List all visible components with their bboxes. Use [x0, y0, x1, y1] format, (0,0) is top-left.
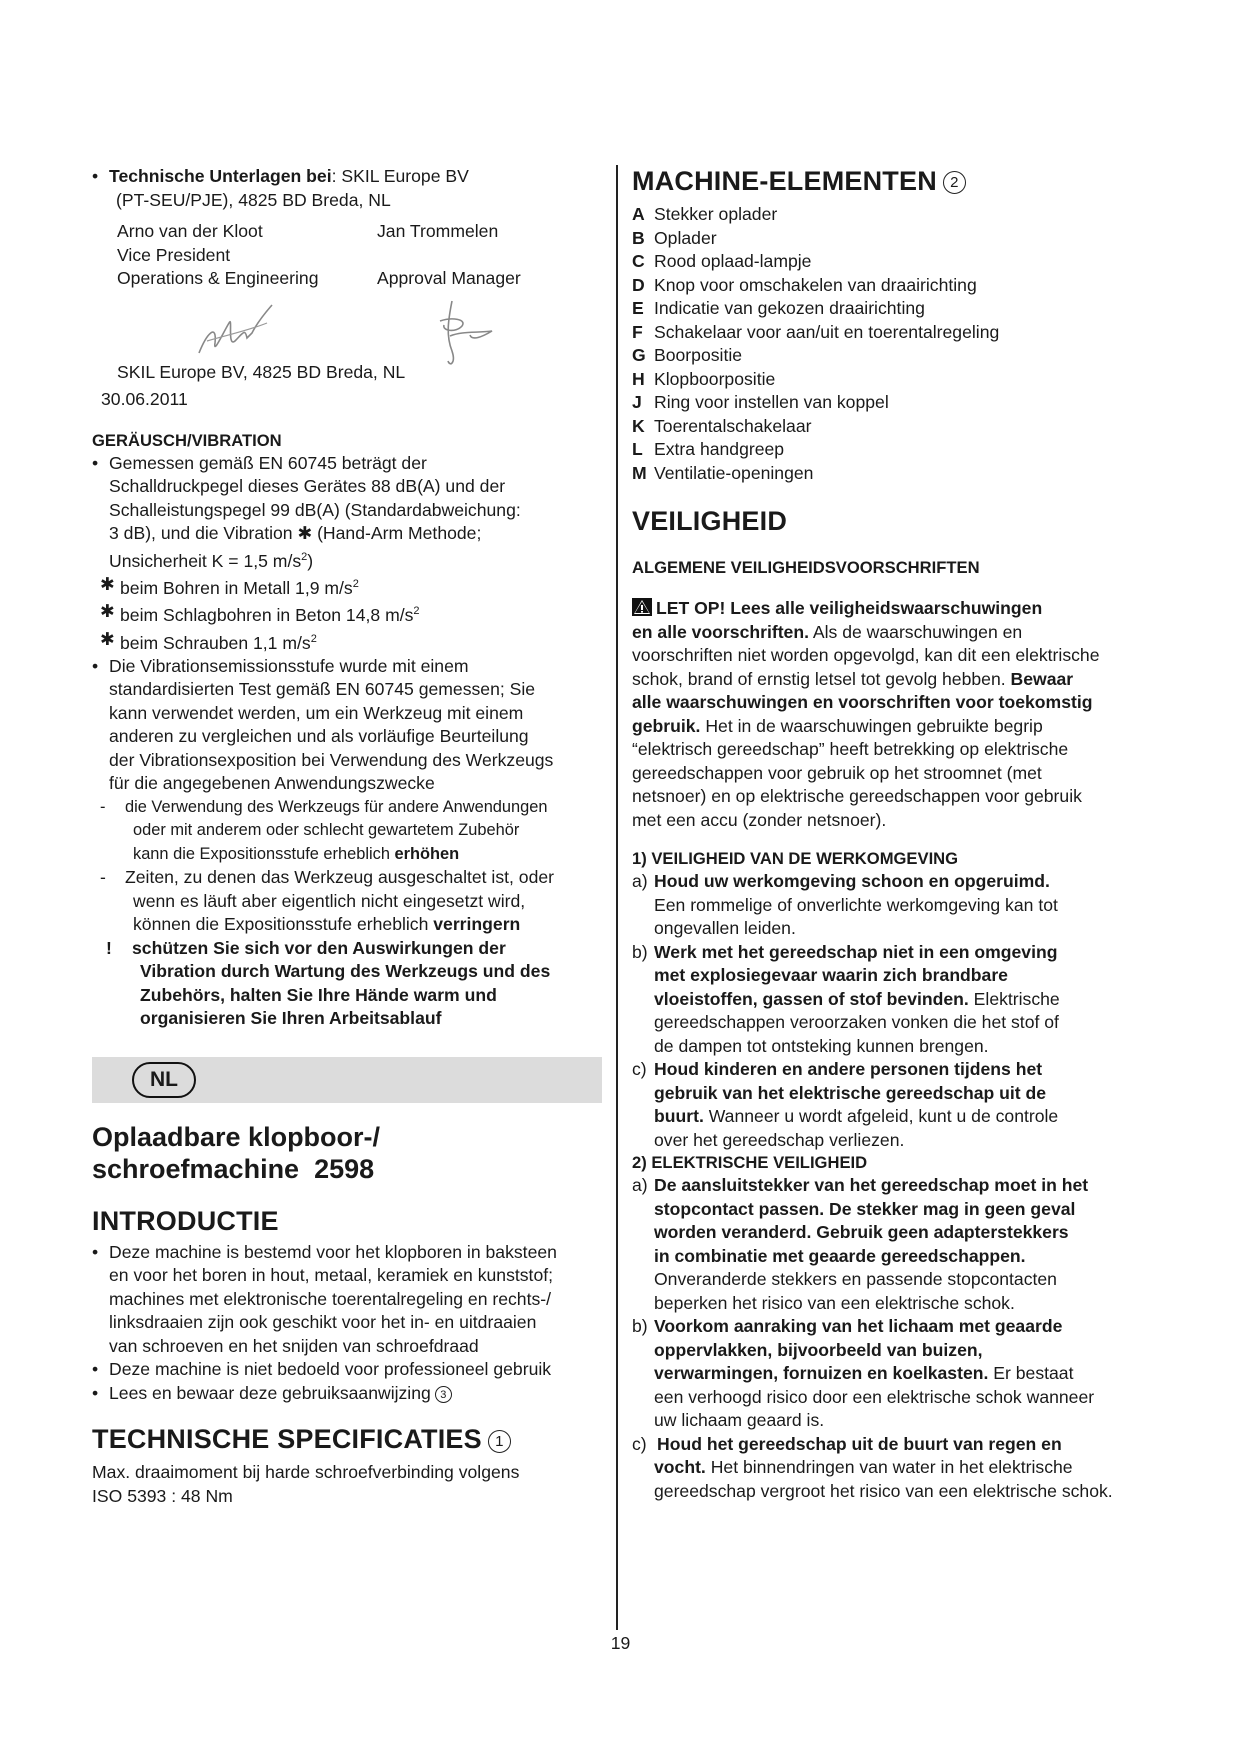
signature-2-image	[422, 291, 512, 371]
list-item: G Boorpositie	[632, 345, 743, 365]
signatories	[92, 220, 602, 291]
company-line: SKIL Europe BV, 4825 BD Breda, NL	[117, 361, 406, 382]
right-column	[632, 165, 1152, 1503]
signatory-dept-1: Operations & Engineering	[117, 268, 319, 288]
uncertainty-line: Unsicherheit K = 1,5 $m/s^2$)	[109, 550, 314, 571]
signatory-title-1: Vice President	[117, 244, 231, 265]
rule-1b: b) Werk met het gereedschap niet in een omgeving met explosiegevaar waarin zich brandbare vloeistoffen, gassen of stof bevinden. Elektrische gereedschappen veroorzaken vonken die het stof of de dampen tot ontsteking kunnen brengen.	[632, 941, 1060, 1056]
general-warning: LET OP! Lees alle veiligheidswaarschuwingen en alle voorschriften. Als de waarschuwingen en voorschriften niet worden opgevolgd, kan dit een elektrische schok, brand of ernstig letsel tot gevolg hebben. Bewaar alle waarschuwingen en voorschriften voor toekomstig gebruik. Het in de waarschuwingen gebruikte begrip “elektrisch gereedschap” heeft betrekking op elektrische gereedschappen voor gebruik op het stroomnet (met netsnoer) en op elektrische gereedschappen voor gebruik met een accu (zonder netsnoer).	[632, 598, 1100, 830]
rule-2b: b) Voorkom aanraking van het lichaam met geaarde oppervlakken, bijvoorbeeld van buizen, verwarmingen, fornuizen en koelkasten. Er bestaat een verhoogd risico door een elektrische schok wanneer uw lichaam geaard is.	[632, 1316, 1095, 1430]
list-item: E Indicatie van gekozen draairichting	[632, 298, 925, 318]
signature-1-image	[187, 293, 277, 361]
list-item: L Extra handgreep	[632, 439, 785, 459]
column-divider	[616, 165, 618, 1630]
signatory-name-1: Arno van der Kloot	[117, 221, 263, 241]
list-item: C Rood oplaad-lampje	[632, 251, 812, 271]
rule-1c: c) Houd kinderen en andere personen tijdens het gebruik van het elektrische gereedschap uit de buurt. Wanneer u wordt afgeleid, kunt u de controle over het gereedschap verliezen.	[632, 1059, 1059, 1150]
list-item: K Toerentalschakelaar	[632, 415, 812, 436]
list-item: J Ring voor instellen van koppel	[632, 392, 889, 412]
intro-bullet-1: • Deze machine is bestemd voor het klopboren in baksteen en voor het boren in hout, metaal, keramiek en kunststof; machines met elektronische toerentalregeling en rechts-/ linksdraaien zijn ook geschikt voor het in- en uitdraaien van schroeven en het snijden van schroefdraad	[92, 1241, 557, 1356]
figure-ref-1: 1	[488, 1430, 511, 1453]
tech-docs-address: (PT-SEU/PJE), 4825 BD Breda, NL	[116, 189, 391, 210]
list-item: A Stekker oplader	[632, 204, 778, 224]
figure-ref-3: 3	[435, 1386, 452, 1403]
safety-heading: VEILIGHEID	[632, 506, 788, 536]
language-bar	[92, 1057, 602, 1103]
rule-2c: c) Houd het gereedschap uit de buurt van regen en vocht. Het binnendringen van water in het elektrische gereedschap vergroot het risico van een elektrische schok.	[632, 1433, 1113, 1501]
specs-heading: TECHNISCHE SPECIFICATIES 1	[92, 1423, 602, 1455]
warning-icon	[632, 598, 652, 616]
signatory-name-2: Jan Trommelen	[377, 221, 499, 241]
electrical-safety-heading: 2) ELEKTRISCHE VEILIGHEID	[632, 1153, 868, 1172]
intro-bullet-3: • Lees en bewaar deze gebruiksaanwijzing 3	[92, 1382, 602, 1406]
product-title: Oplaadbare klopboor-/ schroefmachine 2598	[92, 1121, 381, 1184]
list-item: B Oplader	[632, 227, 717, 248]
date: 30.06.2011	[101, 389, 188, 409]
elements-heading: MACHINE-ELEMENTEN 2	[632, 165, 1152, 197]
tech-docs-line: • Technische Unterlagen bei: SKIL Europe BV	[92, 166, 469, 186]
safety-subheading: ALGEMENE VEILIGHEIDSVOORSCHRIFTEN	[632, 558, 980, 577]
vibration-value-1: ✱ beim Bohren in Metall 1,9 $m/s^2$	[100, 573, 359, 598]
noise-warning: ! schützen Sie sich vor den Auswirkungen der Vibration durch Wartung des Werkzeugs und des Zubehörs, halten Sie Ihre Hände warm und organisieren Sie Ihren Arbeitsablauf	[106, 937, 551, 1029]
noise-bullet-1: • Gemessen gemäß EN 60745 beträgt der Schalldruckpegel dieses Gerätes 88 dB(A) und der Schalleistungspegel 99 dB(A) (Standardabweichung: 3 dB), und die Vibration ✱ (Hand-Arm Methode; Unsicherheit K = 1,5 $m/s^2$)	[92, 452, 602, 573]
specs-line-2: ISO 5393 : 48 Nm	[92, 1485, 233, 1506]
intro-heading: INTRODUCTIE	[92, 1205, 279, 1236]
noise-vibration-heading: GERÄUSCH/VIBRATION	[92, 430, 282, 450]
rule-1a: a) Houd uw werkomgeving schoon en opgeruimd. Een rommelige of onverlichte werkomgeving kan tot ongevallen leiden.	[632, 871, 1058, 938]
signature-area	[92, 291, 602, 361]
noise-dash-1: - die Verwendung des Werkzeugs für andere Anwendungen oder mit anderem oder schlecht gewartetem Zubehör kann die Expositionsstufe erheblich erhöhen	[100, 797, 548, 863]
noise-dash-2: - Zeiten, zu denen das Werkzeug ausgeschaltet ist, oder wenn es läuft aber eigentlich nicht eingesetzt wird, können die Expositionsstufe erheblich verringern	[100, 867, 555, 935]
vibration-value-2: ✱ beim Schlagbohren in Beton 14,8 $m/s^2$	[100, 601, 420, 626]
elements-list	[632, 203, 1152, 485]
figure-ref-2: 2	[943, 171, 966, 194]
noise-bullet-2: • Die Vibrationsemissionsstufe wurde mit einem standardisierten Test gemäß EN 60745 gemessen; Sie kann verwendet werden, um ein Werkzeug mit einem anderen zu vergleichen und als vorläufige Beurteilung der Vibrationsexposition bei Verwendung des Werkzeugs für die angegebenen Anwendungszwecke	[92, 655, 554, 794]
work-area-safety-heading: 1) VEILIGHEID VAN DE WERKOMGEVING	[632, 849, 959, 868]
page-number: 19	[610, 1633, 631, 1653]
list-item: D Knop voor omschakelen van draairichting	[632, 274, 977, 295]
list-item: M Ventilatie-openingen	[632, 462, 814, 483]
signatory-title-2: Approval Manager	[377, 268, 521, 288]
list-item: F Schakelaar voor aan/uit en toerentalregeling	[632, 321, 1000, 342]
list-item: H Klopboorpositie	[632, 368, 776, 389]
specs-line-1: Max. draaimoment bij harde schroefverbinding volgens	[92, 1462, 520, 1483]
left-column	[92, 165, 602, 1508]
intro-bullet-2: • Deze machine is niet bedoeld voor professioneel gebruik	[92, 1359, 552, 1380]
vibration-value-3: ✱ beim Schrauben 1,1 $m/s^2$	[100, 628, 317, 653]
language-badge: NL	[132, 1062, 196, 1098]
rule-2a: a) De aansluitstekker van het gereedschap moet in het stopcontact passen. De stekker mag in geen geval worden veranderd. Gebruik geen adapterstekkers in combinatie met geaarde gereedschappen. Onveranderde stekkers en passende stopcontacten beperken het risico van een elektrische schok.	[632, 1175, 1089, 1313]
